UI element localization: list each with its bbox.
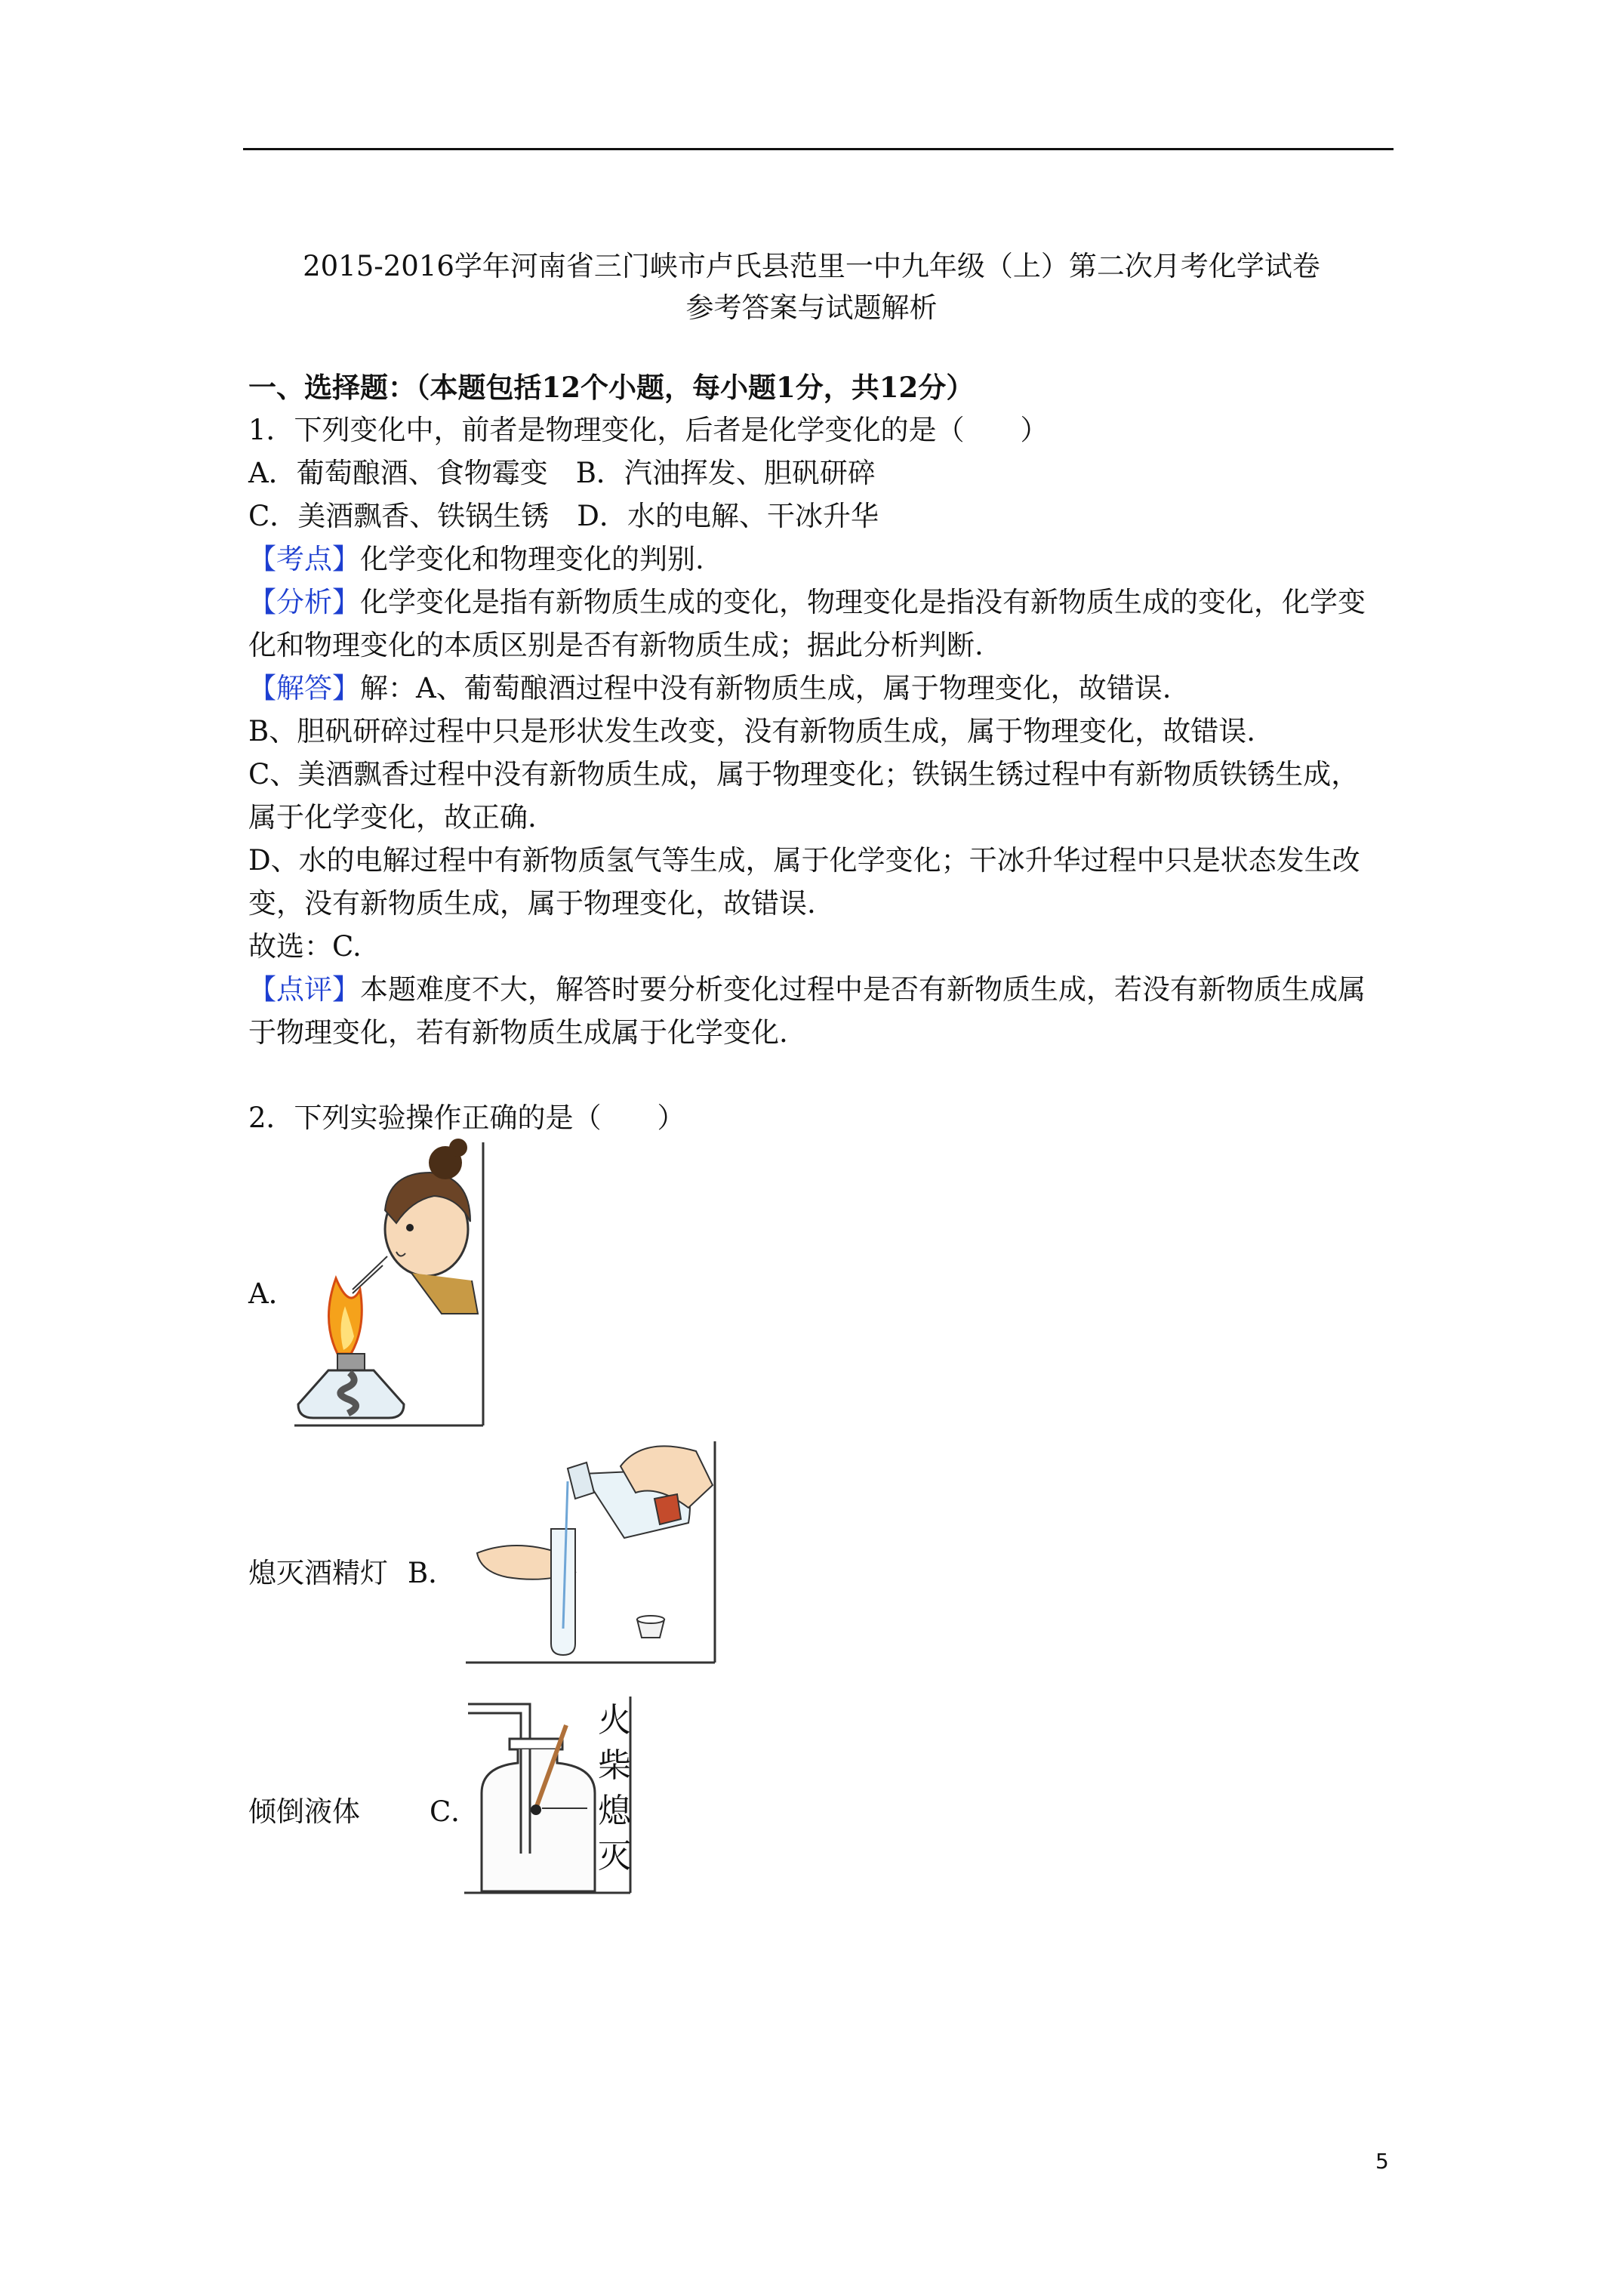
q1-answer: 故选：C. [248, 930, 362, 963]
dianping-line2: 于物理变化，若有新物质生成属于化学变化. [248, 1016, 788, 1049]
figure-c-char-4: 灭 [598, 1837, 631, 1875]
q2-option-b-caption-line [248, 1794, 479, 1830]
dianping-tag: 【点评】 [248, 973, 360, 1006]
jieda-tag: 【解答】 [248, 672, 360, 704]
fenxi-tag: 【分析】 [248, 586, 360, 618]
document-title: 2015-2016学年河南省三门峡市卢氏县范里一中九年级（上）第二次月考化学试卷 [303, 250, 1320, 282]
jieda-line5: D、水的电解过程中有新物质氢气等生成，属于化学变化；干冰升华过程中只是状态发生改 [248, 844, 1360, 877]
q2-stem: 2．下列实验操作正确的是（ ） [248, 1102, 685, 1134]
figure-pour-liquid [462, 1440, 719, 1666]
figure-c-char-2: 柴 [598, 1746, 631, 1785]
fenxi-line1: 化学变化是指有新物质生成的变化，物理变化是指没有新物质生成的变化，化学变 [360, 586, 1366, 618]
page-number: 5 [1375, 2149, 1389, 2174]
figure-c-char-3: 熄 [598, 1792, 631, 1830]
jieda-line6: 变，没有新物质生成，属于物理变化，故错误. [248, 887, 816, 920]
figure-gas-bottle [460, 1695, 634, 1895]
q1-kaodian [248, 541, 704, 578]
q2-option-c-label: C． [430, 1795, 479, 1828]
q2-option-a-caption-line [248, 1555, 456, 1592]
q1-fenxi [248, 584, 1366, 621]
figure-extinguish-lamp [291, 1139, 487, 1429]
fenxi-line2: 化和物理变化的本质区别是否有新物质生成；据此分析判断. [248, 629, 984, 661]
dianping-line1: 本题难度不大，解答时要分析变化过程中是否有新物质生成，若没有新物质生成属 [360, 973, 1366, 1006]
section-heading: 一、选择题：（本题包括12个小题，每小题1分，共12分） [248, 371, 975, 404]
jieda-line3: C、美酒飘香过程中没有新物质生成，属于物理变化；铁锅生锈过程中有新物质铁锈生成， [248, 758, 1360, 791]
q2-option-a-label: A． [248, 1277, 297, 1310]
option-a-caption: 熄灭酒精灯 [248, 1557, 388, 1589]
kaodian-text: 化学变化和物理变化的判别. [360, 543, 704, 575]
q1-jieda [248, 670, 1171, 707]
jieda-line2: B、胆矾研碎过程中只是形状发生改变，没有新物质生成，属于物理变化，故错误. [248, 715, 1255, 747]
jieda-line1: 解：A、葡萄酿酒过程中没有新物质生成，属于物理变化，故错误. [360, 672, 1172, 704]
q1-options-ab: A．葡萄酿酒、食物霉变 B．汽油挥发、胆矾研碎 [248, 457, 876, 489]
kaodian-tag: 【考点】 [248, 543, 360, 575]
jieda-line4: 属于化学变化，故正确. [248, 801, 537, 834]
q2-option-b-label: B． [408, 1557, 457, 1589]
figure-c-char-1: 火 [598, 1701, 631, 1740]
q1-dianping [248, 972, 1366, 1008]
header-rule [243, 148, 1394, 150]
q1-options-cd: C．美酒飘香、铁锅生锈 D．水的电解、干冰升华 [248, 500, 879, 532]
option-b-caption: 倾倒液体 [248, 1795, 360, 1828]
q1-stem: 1．下列变化中，前者是物理变化，后者是化学变化的是（ ） [248, 414, 1049, 446]
document-subtitle: 参考答案与试题解析 [685, 291, 938, 324]
